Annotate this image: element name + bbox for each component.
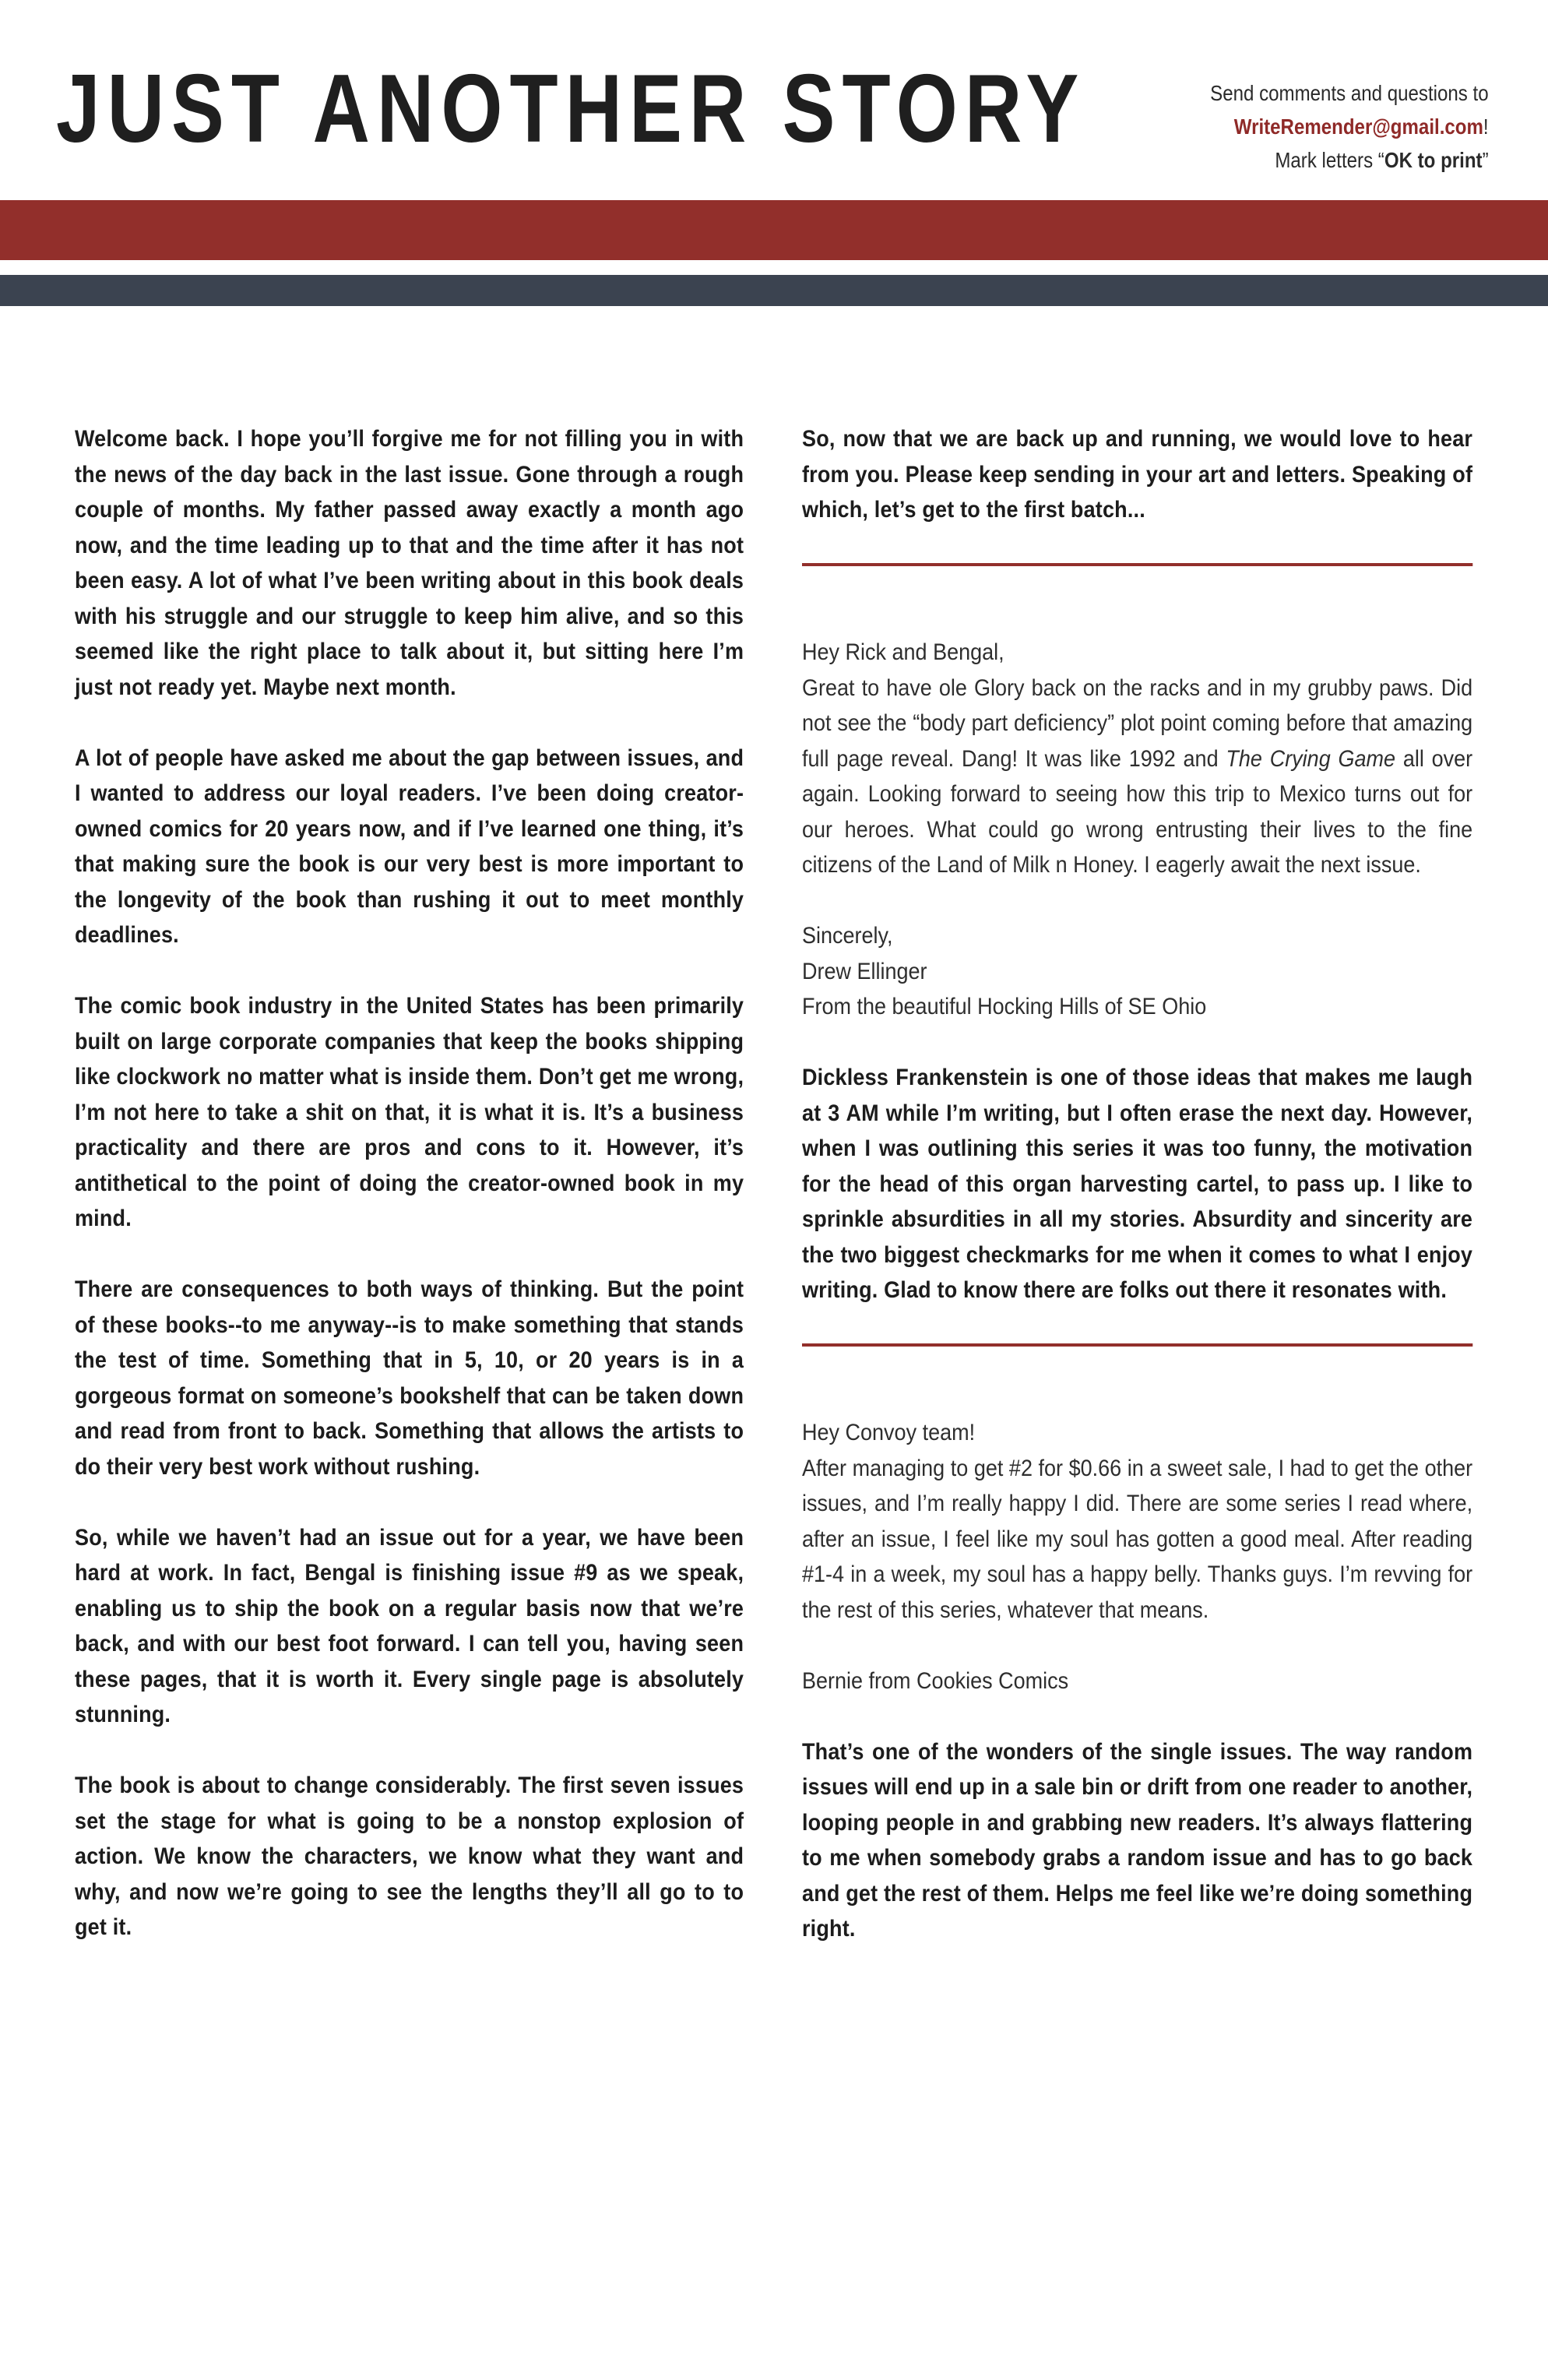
letter-1-body: Great to have ole Glory back on the racks and in my grubby paws. Did not see the “body part deficiency” plot point coming before that amazing full page reveal. Dang! It was like 1992 and [802, 674, 1473, 772]
letter-1-name: Drew Ellinger [802, 958, 927, 984]
letter-1-signoff: Sincerely, [802, 923, 893, 949]
section-divider [802, 1343, 1472, 1347]
header-navy-bar [0, 275, 1548, 306]
right-column [802, 421, 1473, 1982]
left-column [75, 421, 744, 1980]
contact-line: Send comments and questions to [1210, 81, 1489, 105]
editorial-paragraph: The comic book industry in the United States has been primarily built on large corporate companies that keep the books shipping like clockwork no matter what is inside them. Don’t get me wrong, I’m not here to take a shit on that, it is what it is. It’s a business practicality and there are pros and cons to it. However, it’s antithetical to the point of doing the creator-owned book in my mind. [75, 993, 744, 1231]
editorial-paragraph: A lot of people have asked me about the gap between issues, and I wanted to address our loyal readers. I’ve been doing creator-owned comics for 20 years now, and if I’ve learned one thing, it’s that making sure the book is our very best is more important to the longevity of the book than rushing it out to meet monthly deadlines. [75, 745, 744, 948]
contact-exclaim: ! [1483, 114, 1489, 139]
contact-info [1211, 76, 1489, 177]
contact-instruction-strong: OK to print [1384, 148, 1483, 172]
editorial-paragraph: Welcome back. I hope you’ll forgive me for not filling you in with the news of the day back in the last issue. Gone through a rough couple of months. My father passed away exactly a month ago now, and the time leading up to that and the time after it has not been easy. A lot of what I’ve been writing about in this book deals with his struggle and our struggle to keep him alive, and so this seemed like the right place to talk about it, but sitting here I’m just not ready yet. Maybe next month. [75, 426, 744, 700]
letter-1-body-end: all over again. Looking forward to seeing how this trip to Mexico turns out for our heroes. What could go wrong entrusting their lives to the fine citizens of the Land of Milk n Honey. I eagerly await the next issue. [802, 745, 1473, 878]
letter-2-signature: Bernie from Cookies Comics [802, 1667, 1069, 1694]
letter-1 [802, 635, 1472, 883]
letter-2-body: After managing to get #2 for $0.66 in a sweet sale, I had to get the other issues, and I’m really happy I did. There are some series I read where, after an issue, I feel like my soul has gotten a good meal. After reading #1-4 in a week, my soul has a happy belly. Thanks guys. I’m revving for the rest of this series, whatever that means. [802, 1455, 1473, 1623]
email-link[interactable]: WriteRemender@gmail.com [1234, 114, 1484, 139]
editorial-paragraph: There are consequences to both ways of thinking. But the point of these books--to me anyway--is to make something that stands the test of time. Something that in 5, 10, or 20 years is in a gorgeous format on someone’s bookshelf that can be taken down and read from front to back. Something that allows the artists to do their very best work without rushing. [75, 1276, 744, 1480]
letter-1-greeting: Hey Rick and Bengal, [802, 639, 1004, 665]
letter-1-location: From the beautiful Hocking Hills of SE Ohio [802, 994, 1207, 1019]
letter-2 [802, 1415, 1472, 1628]
editorial-paragraph: The book is about to change considerably. The first seven issues set the stage for what is going to be a nonstop explosion of action. We know the characters, we know what they want and why, and now we’re going to see the lengths they’ll all go to to get it. [75, 1773, 744, 1940]
header-red-bar [0, 200, 1548, 260]
reply-2: That’s one of the wonders of the single issues. The way random issues will end up in a sale bin or drift from one reader to another, looping people in and grabbing new readers. It’s always flattering to me when somebody grabs a random issue and has to go back and get the rest of them. Helps me feel like we’re doing something right. [802, 1738, 1473, 1942]
editorial-paragraph: So, while we haven’t had an issue out for a year, we have been hard at work. In fact, Bengal is finishing issue #9 as we speak, enabling us to ship the book on a regular basis now that we’re back, and with our best foot forward. I can tell you, having seen these pages, that it is worth it. Every single page is absolutely stunning. [75, 1524, 744, 1727]
intro-paragraph: So, now that we are back up and running, we would love to hear from you. Please keep sending in your art and letters. Speaking of which, let’s get to the first batch... [802, 426, 1473, 523]
reply-1: Dickless Frankenstein is one of those ideas that makes me laugh at 3 AM while I’m writing, but I often erase the next day. However, when I was outlining this series it was too funny, the motivation for the head of this organ harvesting cartel, to pass up. I like to sprinkle absurdities in all my stories. Absurdity and sincerity are the two biggest checkmarks for me when it comes to what I enjoy writing. Glad to know there are folks out there it resonates with. [802, 1065, 1473, 1303]
section-divider [802, 563, 1472, 566]
contact-instruction-suffix: ” [1482, 148, 1489, 172]
contact-email-line [1211, 110, 1489, 143]
contact-instruction [1211, 143, 1489, 177]
contact-instruction-prefix: Mark letters “ [1275, 148, 1385, 172]
page-title: JUST ANOTHER STORY [56, 55, 1086, 163]
letter-2-greeting: Hey Convoy team! [802, 1420, 976, 1445]
letter-1-signature [802, 918, 1472, 1025]
letter-1-italic: The Crying Game [1226, 745, 1396, 772]
